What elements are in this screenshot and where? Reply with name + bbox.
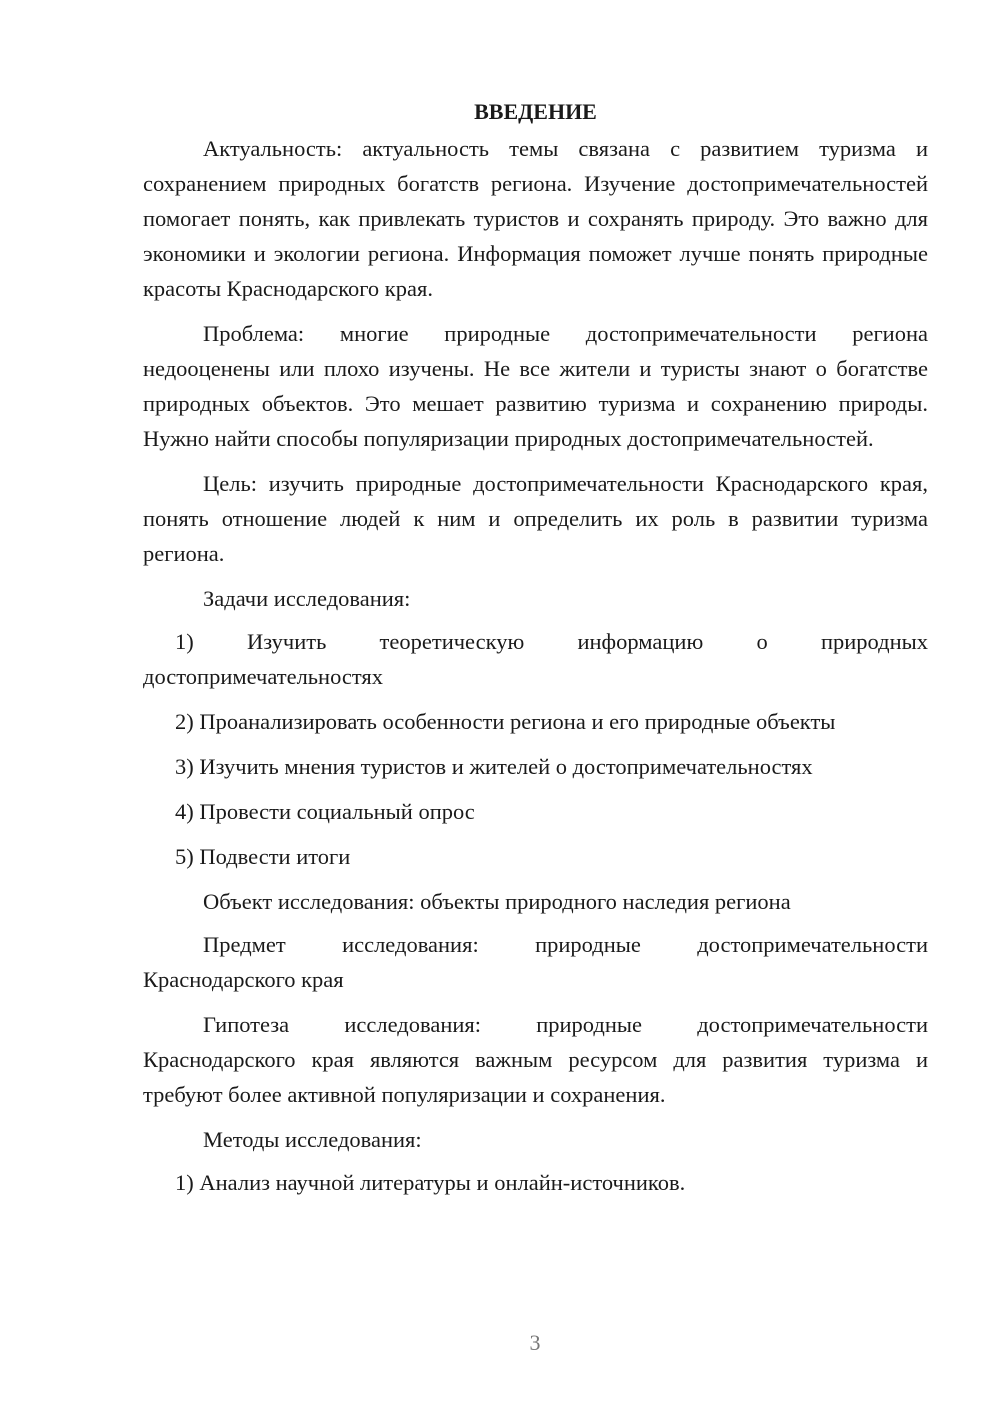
task-item-5: 5) Подвести итоги bbox=[175, 844, 351, 869]
problem-paragraph: Проблема: многие природные достопримечательности региона недооценены или плохо изучены. Не все жители и туристы знают о богатстве природных объектов. Это мешает развитию туризма и сохранению природы. Нужно найти способы популяризации природных достопримечательностей. bbox=[143, 321, 928, 451]
task-item-2: 2) Проанализировать особенности региона и его природные объекты bbox=[175, 709, 836, 734]
method-item-1: 1) Анализ научной литературы и онлайн-источников. bbox=[175, 1170, 686, 1195]
page-number: 3 bbox=[529, 1330, 541, 1355]
section-title: ВВЕДЕНИЕ bbox=[474, 99, 597, 124]
task-item-4: 4) Провести социальный опрос bbox=[175, 799, 475, 824]
relevance-paragraph: Актуальность: актуальность темы связана с развитием туризма и сохранением природных богатств региона. Изучение достопримечательностей помогает понять, как привлекать туристов и сохранять природу. Это важно для экономики и экологии региона. Информация поможет лучше понять природные красоты Краснодарского края. bbox=[143, 136, 928, 301]
task-item-3: 3) Изучить мнения туристов и жителей о достопримечательностях bbox=[175, 754, 813, 779]
task-item-1-line-1: 1) Изучить теоретическую информацию о природных bbox=[175, 629, 928, 654]
subject-paragraph: Предмет исследования: природные достопримечательности Краснодарского края bbox=[143, 932, 928, 992]
object-paragraph: Объект исследования: объекты природного наследия региона bbox=[203, 889, 791, 914]
methods-heading: Методы исследования: bbox=[203, 1127, 422, 1152]
tasks-heading: Задачи исследования: bbox=[203, 586, 411, 611]
hypothesis-paragraph: Гипотеза исследования: природные достопримечательности Краснодарского края являются важным ресурсом для развития туризма и требуют более активной популяризации и сохранения. bbox=[143, 1012, 928, 1107]
goal-paragraph: Цель: изучить природные достопримечательности Краснодарского края, понять отношение людей к ним и определить их роль в развитии туризма региона. bbox=[143, 471, 928, 566]
document-page bbox=[143, 94, 928, 1210]
task-item-1-line-2: достопримечательностях bbox=[143, 664, 384, 689]
